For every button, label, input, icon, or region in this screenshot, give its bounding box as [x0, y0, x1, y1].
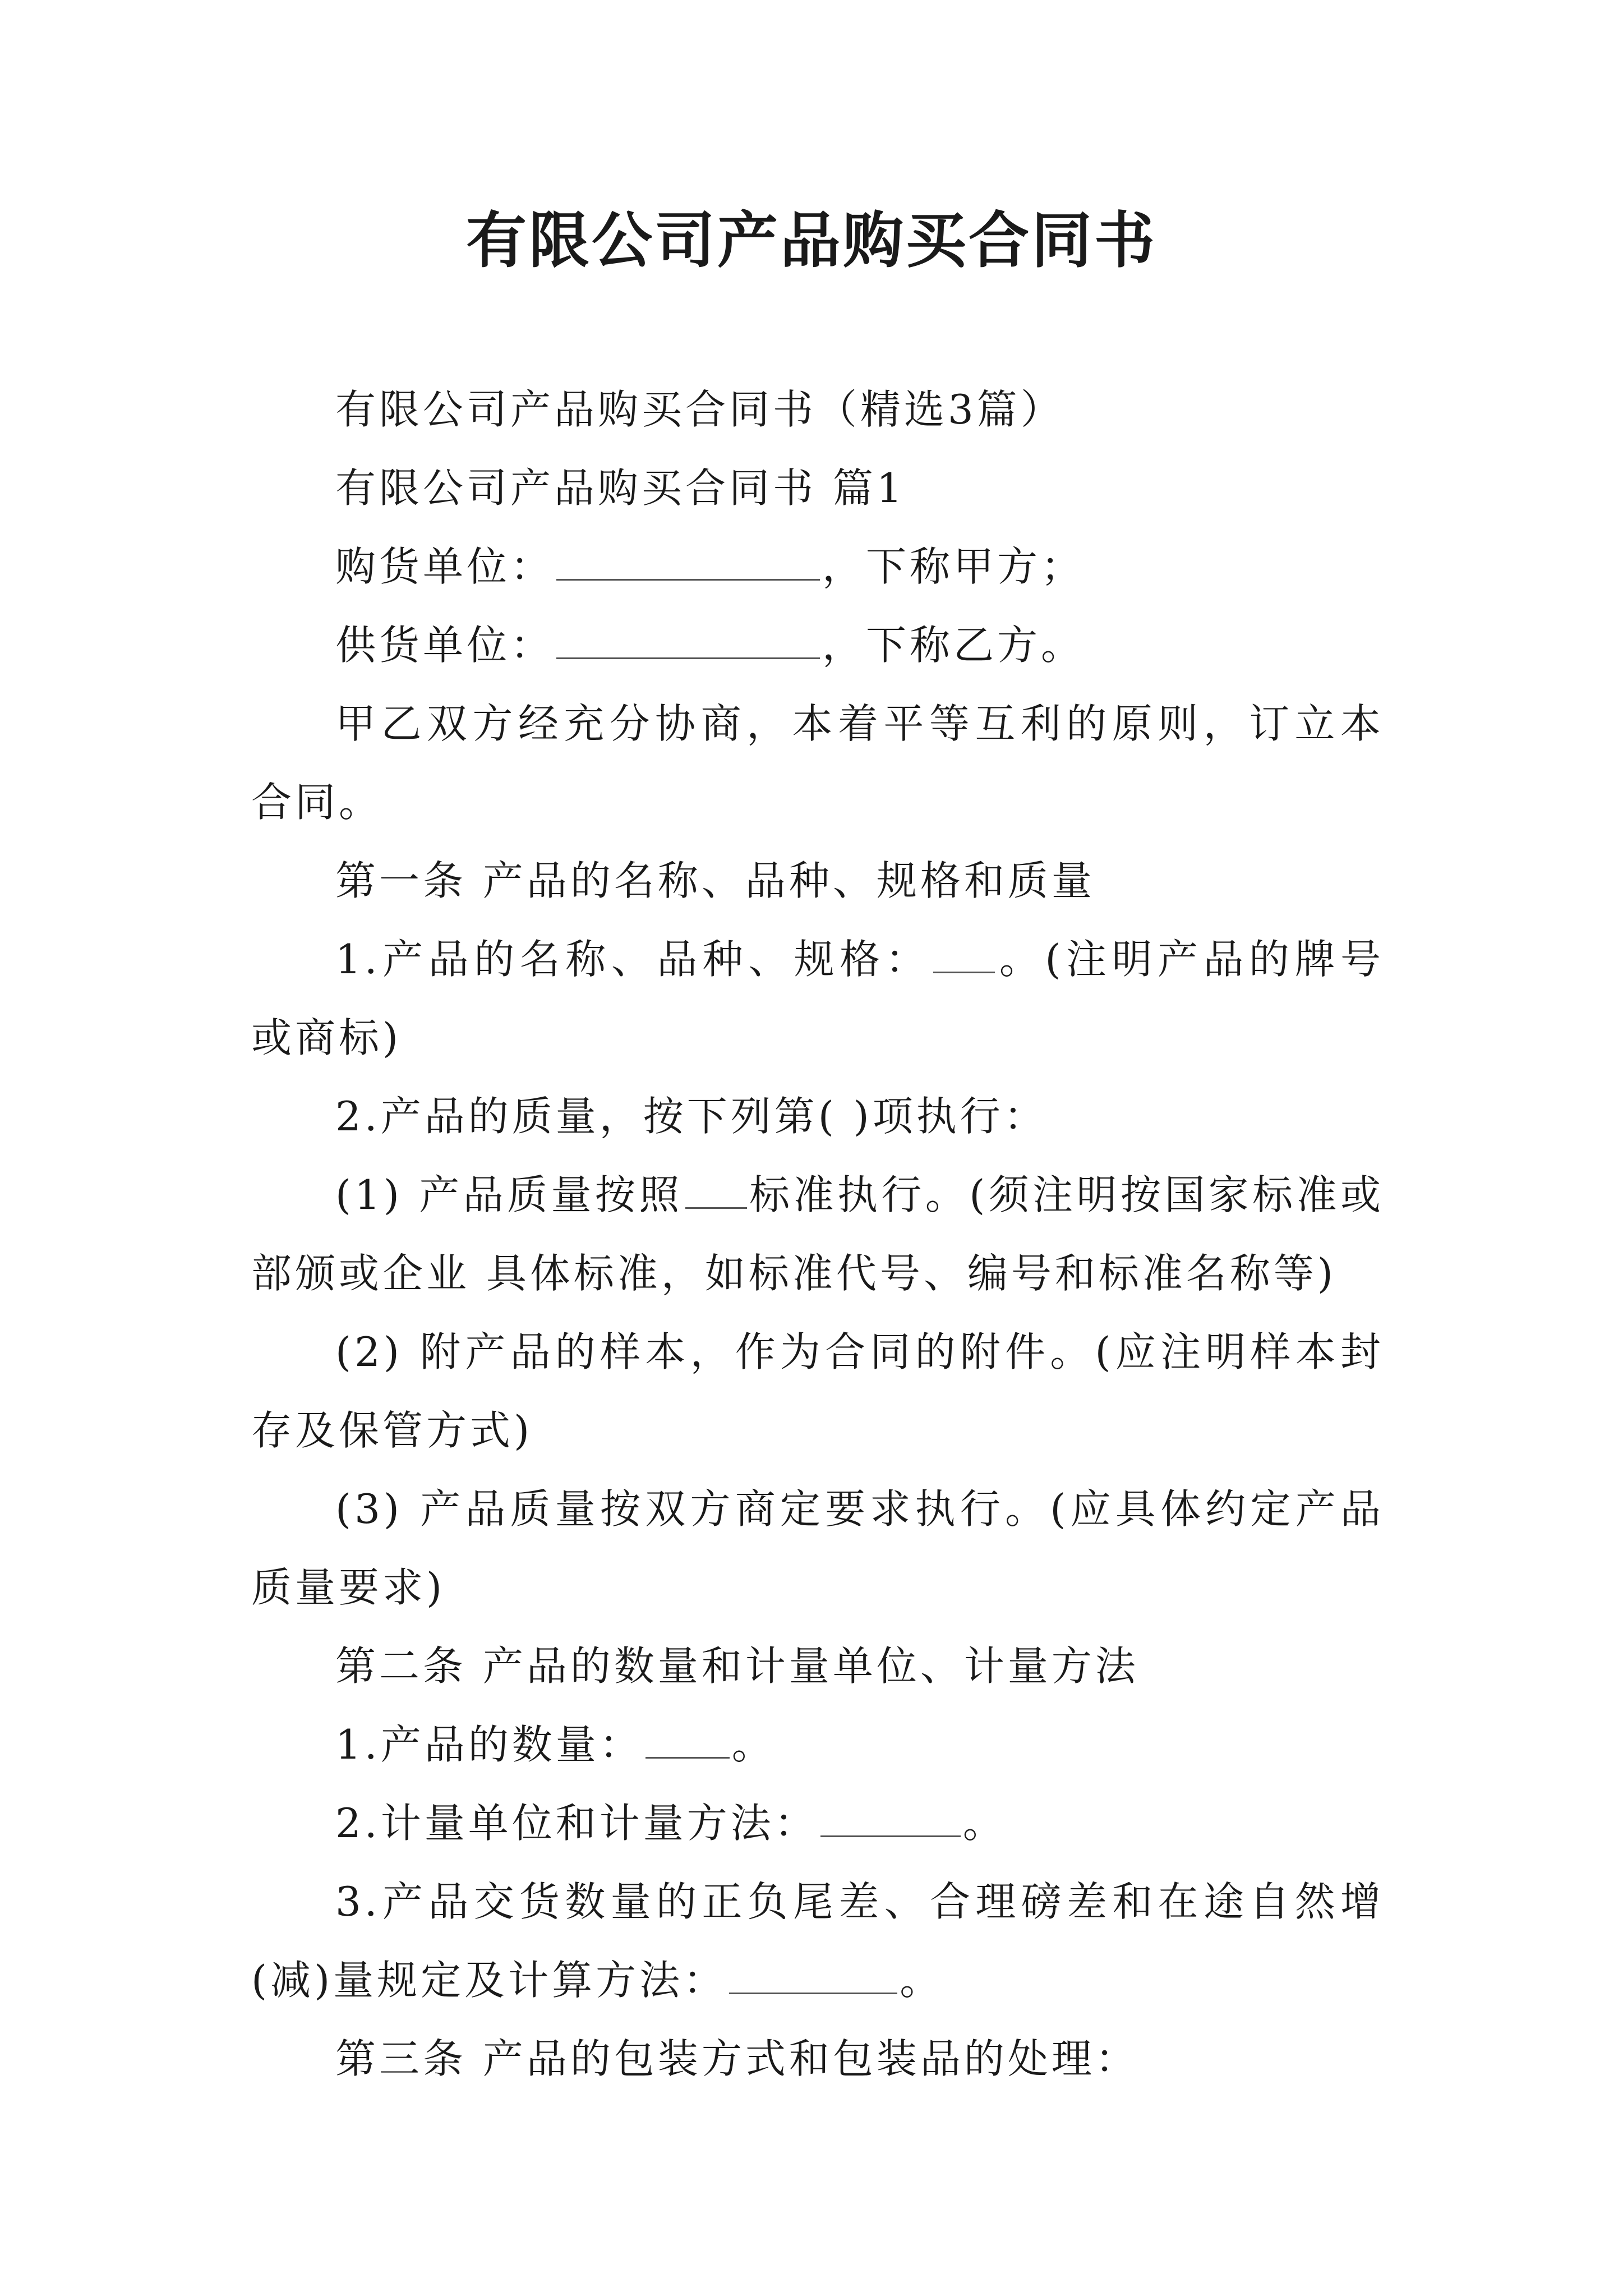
paragraph-article-3: 第三条 产品的包装方式和包装品的处理： — [335, 2035, 1139, 2082]
paragraph-product-name — [251, 920, 1384, 1077]
paragraph-intro: 甲乙双方经充分协商，本着平等互利的原则，订立本合同。 — [251, 700, 1384, 826]
paragraph-unit — [251, 1784, 1384, 1862]
paragraph-quality-option-2: (2) 附产品的样本，作为合同的附件。(应注明样本封存及保管方式) — [251, 1328, 1384, 1454]
tolerance-label: 3.产品交货数量的正负尾差、合理磅差和在途自然增(减)量规定及计算方法： — [251, 1878, 1384, 2004]
buyer-blank — [556, 545, 820, 581]
unit-suffix: 。 — [962, 1800, 1007, 1847]
quality-option-1-note: 标准执行。(须注明按国家标准或部颁或企业 具体标准，如标准代号、编号和标准名称等) — [251, 1171, 1384, 1297]
product-name-label: 1.产品的名称、品种、规格： — [335, 936, 932, 983]
quality-option-1-label: (1) 产品质量按照 — [335, 1171, 683, 1218]
product-name-note: 。(注明产品的牌号或商标) — [251, 936, 1385, 1061]
supplier-suffix: ，下称乙方。 — [822, 622, 1085, 669]
product-name-blank — [933, 938, 995, 973]
paragraph-article-1: 第一条 产品的名称、品种、规格和质量 — [335, 857, 1095, 904]
paragraph-subtitle: 有限公司产品购买合同书（精选3篇） — [335, 386, 1064, 433]
unit-blank — [820, 1802, 961, 1837]
supplier-label: 供货单位： — [335, 622, 555, 669]
supplier-blank — [556, 624, 820, 659]
quantity-suffix: 。 — [731, 1721, 776, 1768]
paragraph-tolerance — [251, 1862, 1384, 2019]
tolerance-suffix: 。 — [900, 1957, 944, 2004]
quality-standard-blank — [685, 1174, 747, 1209]
paragraph-quality-option-3: (3) 产品质量按双方商定要求执行。(应具体约定产品质量要求) — [251, 1485, 1384, 1611]
paragraph-buyer — [251, 527, 1384, 606]
paragraph-supplier — [251, 606, 1384, 684]
buyer-label: 购货单位： — [335, 543, 555, 590]
paragraph-quality: 2.产品的质量，按下列第( )项执行： — [335, 1093, 1048, 1140]
paragraph-quality-option-1 — [251, 1156, 1384, 1313]
buyer-suffix: ，下称甲方； — [822, 543, 1085, 590]
quantity-blank — [645, 1723, 730, 1759]
paragraph-quantity — [251, 1705, 1384, 1784]
unit-label: 2.计量单位和计量方法： — [335, 1800, 818, 1847]
paragraph-article-2: 第二条 产品的数量和计量单位、计量方法 — [335, 1642, 1139, 1690]
paragraph-article-heading: 有限公司产品购买合同书 篇1 — [335, 464, 906, 512]
document-body — [251, 370, 1384, 2098]
quantity-label: 1.产品的数量： — [335, 1721, 643, 1768]
tolerance-blank — [729, 1959, 897, 1994]
document-title: 有限公司产品购买合同书 — [465, 206, 1157, 276]
